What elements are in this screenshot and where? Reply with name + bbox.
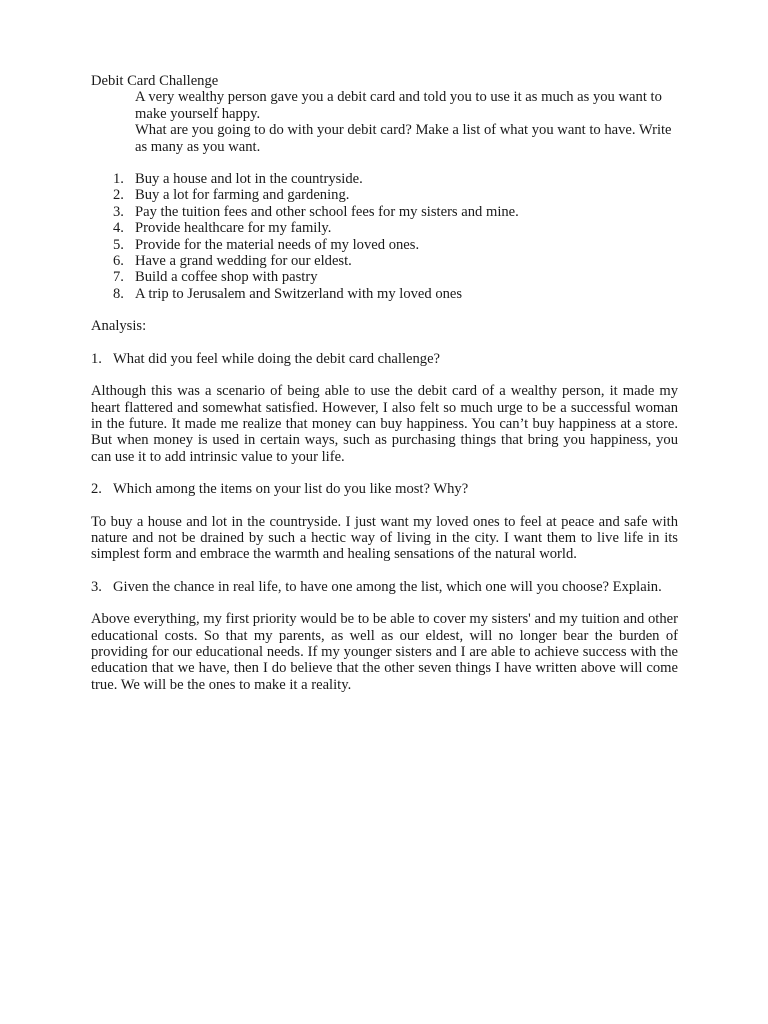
list-item	[91, 171, 678, 187]
list-item-text: Pay the tuition fees and other school fees for my sisters and mine.	[135, 203, 519, 220]
intro-block	[135, 89, 678, 155]
question-1	[91, 351, 678, 367]
question-2	[91, 481, 678, 497]
answer-1: Although this was a scenario of being able to use the debit card of a wealthy person, it made my heart flattered and somewhat satisfied. However, I also felt so much urge to be a successful woman in the future. It made me realize that money can buy happiness. You can’t buy happiness at a store. But when money is used in certain ways, such as purchasing things that bring you happiness, you can use it to add intrinsic value to your life.	[91, 383, 678, 465]
question-number: 3.	[91, 578, 102, 595]
list-item-number: 3.	[113, 203, 124, 220]
list-item-number: 6.	[113, 253, 124, 270]
question-number: 2.	[91, 481, 102, 498]
list-item-text: Have a grand wedding for our eldest.	[135, 253, 352, 270]
answer-3: Above everything, my first priority would be to be able to cover my sisters' and my tuition and other educational costs. So that my parents, as well as our eldest, will no longer bear the burden of providing for our educational needs. If my younger sisters and I are able to achieve success with the education that we have, then I do believe that the other seven things I have written above will come true. We will be the ones to make it a reality.	[91, 611, 678, 693]
intro-paragraph-1: A very wealthy person gave you a debit card and told you to use it as much as you want to make yourself happy.	[135, 89, 662, 122]
list-item-text: A trip to Jerusalem and Switzerland with my loved ones	[135, 285, 463, 302]
list-item-number: 7.	[113, 269, 124, 286]
list-item-text: Provide healthcare for my family.	[135, 220, 332, 237]
list-item-number: 1.	[113, 171, 124, 188]
list-item	[91, 286, 678, 302]
question-text: Given the chance in real life, to have one among the list, which one will you choose? Explain.	[113, 578, 662, 595]
wish-list	[91, 171, 678, 302]
document-page	[91, 73, 678, 693]
question-3	[91, 579, 678, 595]
list-item	[91, 269, 678, 285]
list-item-number: 4.	[113, 220, 124, 237]
list-item	[91, 204, 678, 220]
document-title: Debit Card Challenge	[91, 73, 219, 89]
list-item-text: Buy a lot for farming and gardening.	[135, 187, 350, 204]
question-text: Which among the items on your list do you like most? Why?	[113, 481, 469, 498]
list-item	[91, 187, 678, 203]
intro-paragraph-2: What are you going to do with your debit card? Make a list of what you want to have. Write as many as you want.	[135, 122, 672, 155]
analysis-heading: Analysis:	[91, 318, 147, 335]
list-item	[91, 220, 678, 236]
question-text: What did you feel while doing the debit card challenge?	[113, 350, 441, 367]
list-item-number: 5.	[113, 236, 124, 253]
list-item-text: Build a coffee shop with pastry	[135, 269, 318, 286]
list-item-text: Buy a house and lot in the countryside.	[135, 171, 363, 188]
list-item	[91, 237, 678, 253]
question-number: 1.	[91, 350, 102, 367]
list-item-text: Provide for the material needs of my loved ones.	[135, 236, 420, 253]
list-item	[91, 253, 678, 269]
answer-2: To buy a house and lot in the countryside. I just want my loved ones to feel at peace and safe with nature and not be drained by such a hectic way of living in the city. I want them to live life in its simplest form and embrace the warmth and healing sensations of the natural world.	[91, 513, 678, 563]
list-item-number: 2.	[113, 187, 124, 204]
list-item-number: 8.	[113, 285, 124, 302]
